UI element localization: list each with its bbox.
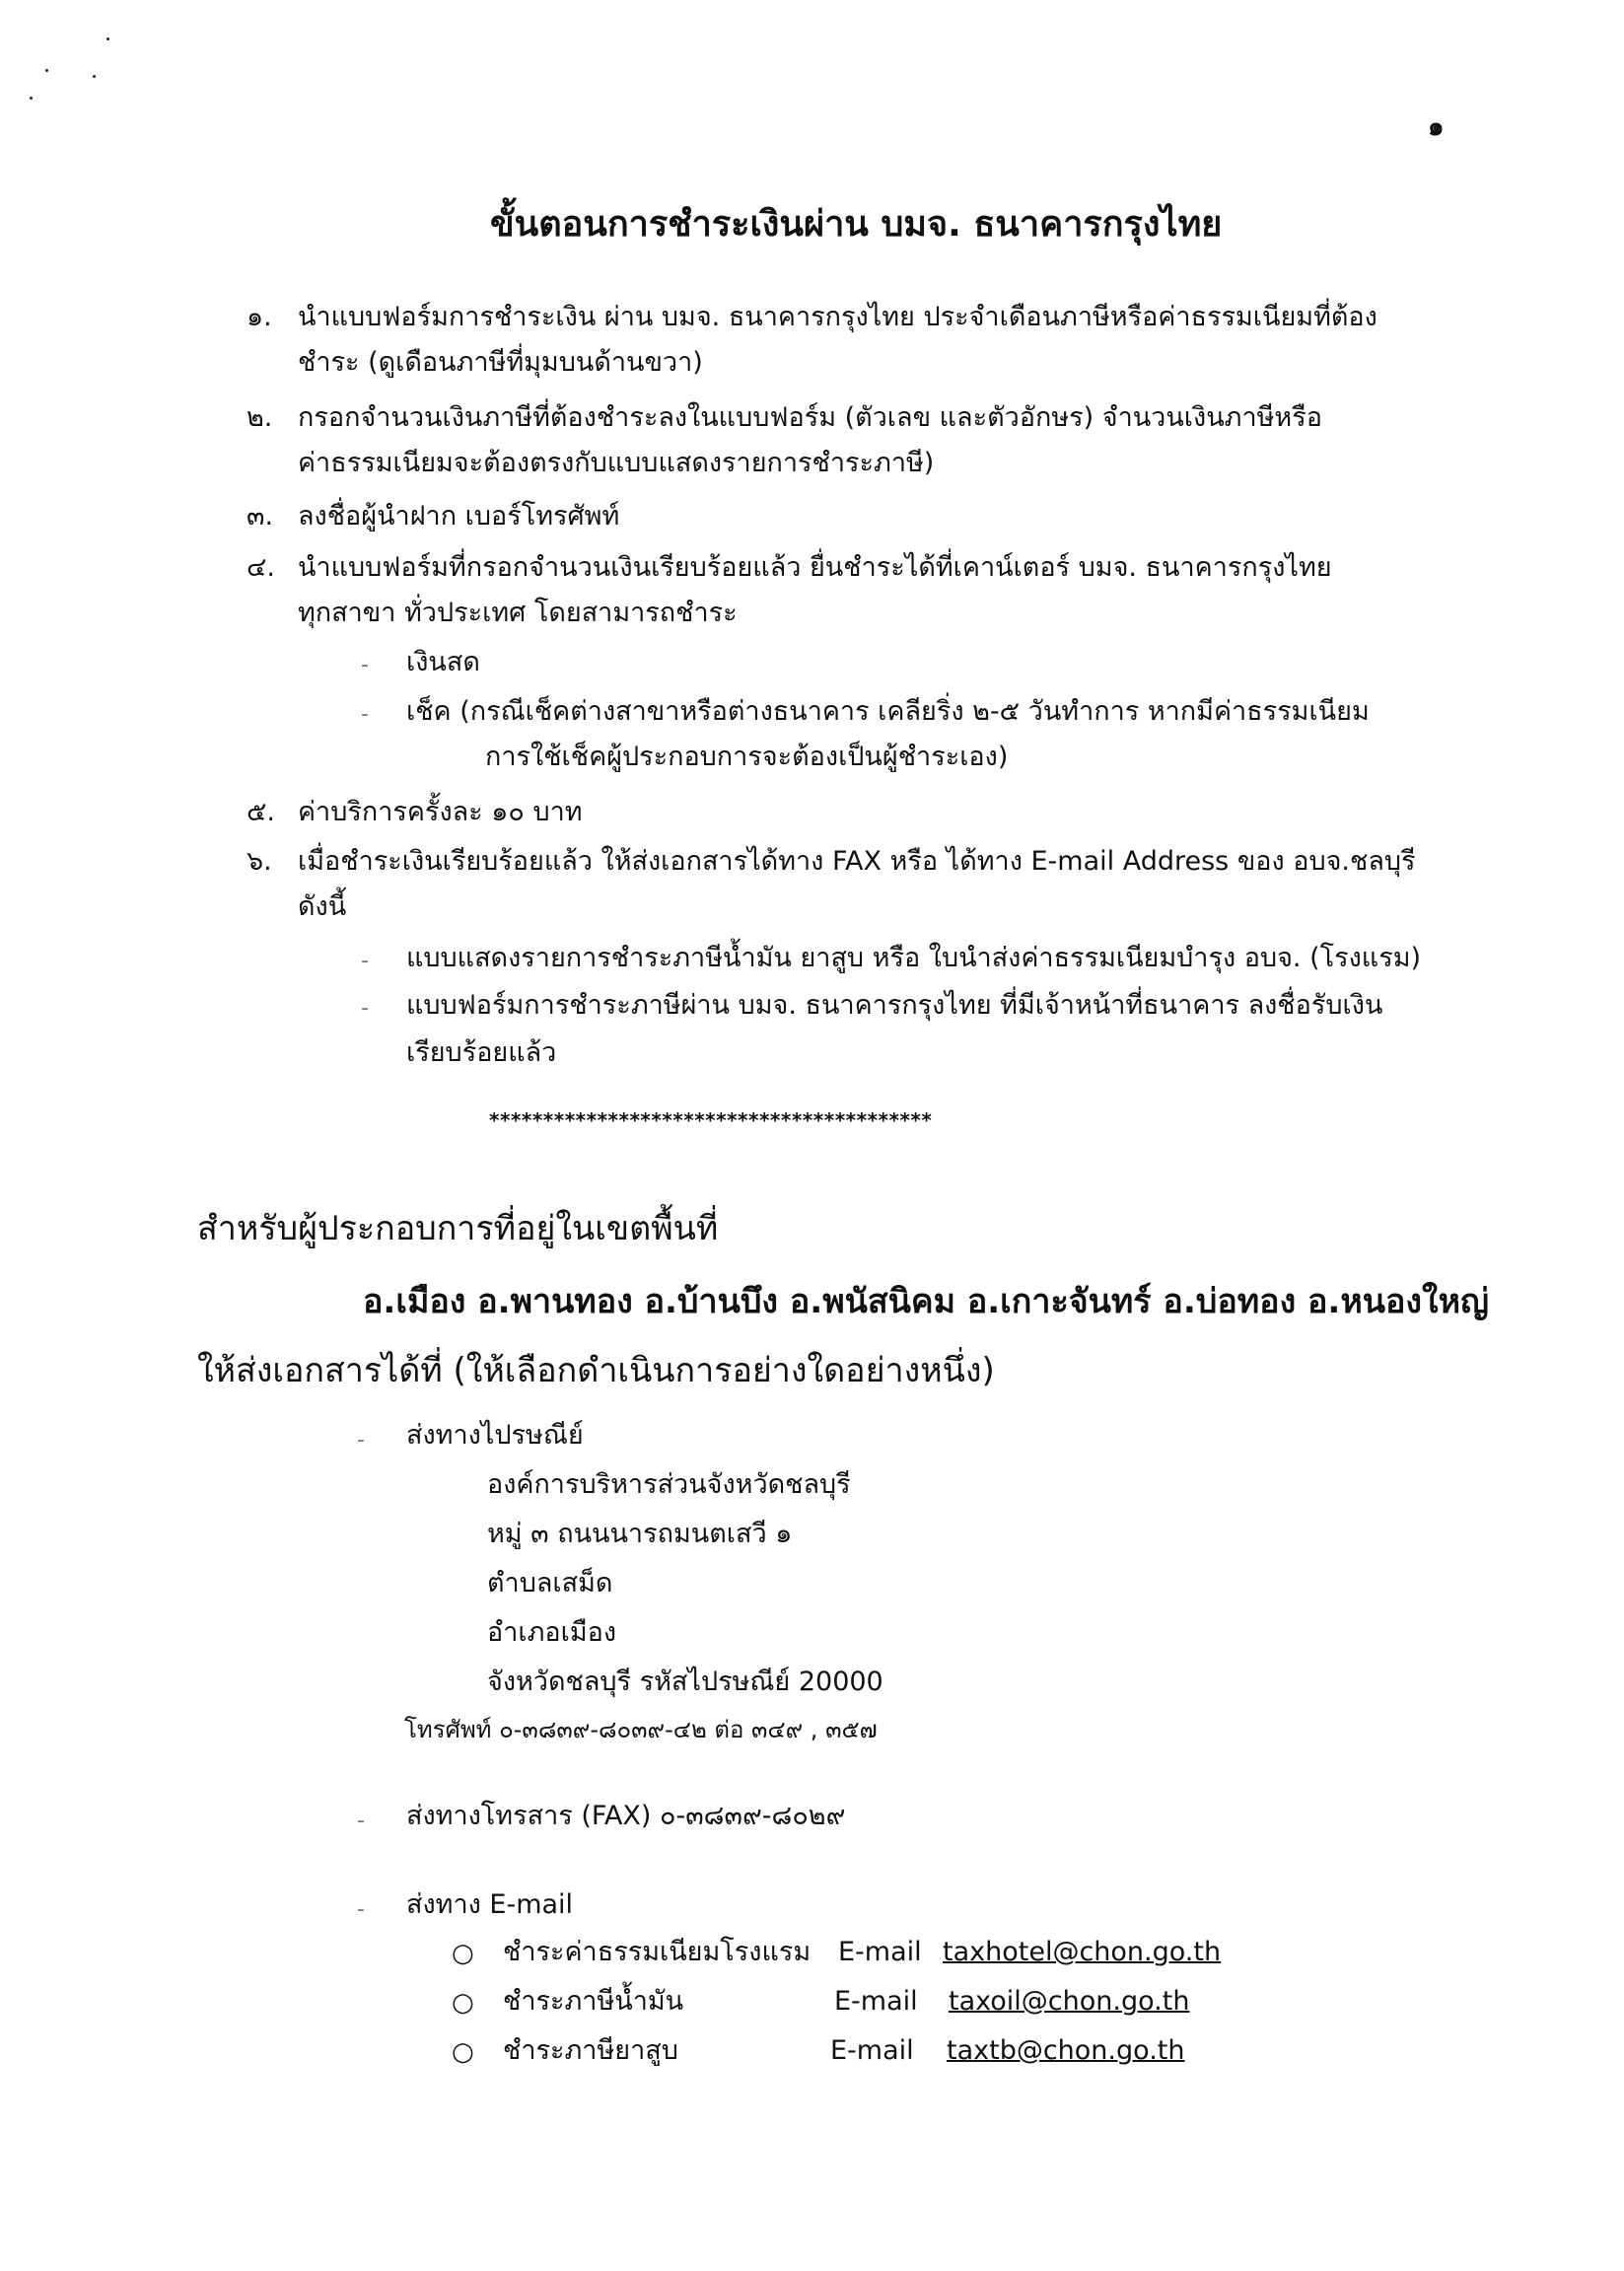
email-item-label: ชำระค่าธรรมเนียมโรงแรม: [503, 1937, 812, 1967]
dash-bullet: -: [357, 1428, 365, 1453]
address-line: อำเภอเมือง: [487, 1617, 617, 1648]
separator: *****************************************: [489, 1108, 933, 1132]
document-item: แบบแสดงรายการชำระภาษีน้ำมัน ยาสูบ หรือ ใบนำส่งค่าธรรมเนียมบำรุง อบจ. (โรงแรม): [406, 943, 1422, 973]
email-prefix: E-mail: [834, 1986, 918, 2017]
step-number: ๑.: [247, 302, 272, 332]
dash-bullet: -: [361, 996, 369, 1021]
post-label: ส่งทางไปรษณีย์: [406, 1420, 584, 1451]
district-list: อ.เมือง อ.พานทอง อ.บ้านบึง อ.พนัสนิคม อ.เกาะจันทร์ อ.บ่อทอง อ.หนองใหญ่: [363, 1282, 1490, 1321]
email-link[interactable]: taxhotel@chon.go.th: [943, 1937, 1222, 1967]
area-heading: สำหรับผู้ประกอบการที่อยู่ในเขตพื้นที่: [197, 1209, 719, 1248]
step-number: ๓.: [247, 501, 274, 532]
dash-bullet: -: [361, 949, 369, 973]
step-text: เมื่อชำระเงินเรียบร้อยแล้ว ให้ส่งเอกสารได้ทาง FAX หรือ ได้ทาง E-mail Address ของ อบจ.ชลบุรี: [298, 846, 1416, 877]
step-text: นำแบบฟอร์มการชำระเงิน ผ่าน บมจ. ธนาคารกรุงไทย ประจำเดือนภาษีหรือค่าธรรมเนียมที่ต้อง: [298, 302, 1377, 332]
email-link[interactable]: taxtb@chon.go.th: [947, 2035, 1185, 2066]
step-number: ๔.: [247, 552, 276, 583]
email-label: ส่งทาง E-mail: [406, 1889, 574, 1920]
scan-speck: [93, 75, 96, 78]
dash-bullet: -: [361, 653, 369, 677]
step-text: กรอกจำนวนเงินภาษีที่ต้องชำระลงในแบบฟอร์ม (ตัวเลข และตัวอักษร) จำนวนเงินภาษีหรือ: [298, 402, 1322, 433]
dash-bullet: -: [361, 702, 369, 727]
email-item-label: ชำระภาษียาสูบ: [503, 2035, 678, 2066]
address-line: ตำบลเสม็ด: [487, 1568, 613, 1598]
dash-bullet: -: [357, 1897, 365, 1922]
post-phone: โทรศัพท์ ๐-๓๘๓๙-๘๐๓๙-๔๒ ต่อ ๓๔๙ , ๓๕๗: [404, 1716, 878, 1743]
step-number: ๒.: [247, 402, 273, 433]
address-line: จังหวัดชลบุรี รหัสไปรษณีย์ 20000: [487, 1667, 883, 1697]
step-number: ๕.: [247, 797, 276, 827]
address-line: หมู่ ๓ ถนนนารถมนตเสวี ๑: [487, 1519, 793, 1549]
step-text: ค่าธรรมเนียมจะต้องตรงกับแบบแสดงรายการชำระภาษี): [298, 448, 935, 478]
payment-method-cheque: การใช้เช็คผู้ประกอบการจะต้องเป็นผู้ชำระเอง): [485, 742, 1009, 772]
scan-speck: [45, 69, 48, 72]
document-item: เรียบร้อยแล้ว: [406, 1037, 557, 1068]
page-number: ๑: [1428, 112, 1445, 142]
step-text: ดังนี้: [298, 891, 347, 922]
page-title: ขั้นตอนการชำระเงินผ่าน บมจ. ธนาคารกรุงไทย: [490, 204, 1223, 245]
document-item: แบบฟอร์มการชำระภาษีผ่าน บมจ. ธนาคารกรุงไทย ที่มีเจ้าหน้าที่ธนาคาร ลงชื่อรับเงิน: [406, 990, 1383, 1021]
address-line: องค์การบริหารส่วนจังหวัดชลบุรี: [487, 1469, 851, 1500]
email-link[interactable]: taxoil@chon.go.th: [949, 1986, 1190, 2017]
step-text: ค่าบริการครั้งละ ๑๐ บาท: [298, 797, 583, 827]
fax-line: ส่งทางโทรสาร (FAX) ๐-๓๘๓๙-๘๐๒๙: [406, 1801, 846, 1831]
dash-bullet: -: [357, 1809, 365, 1833]
payment-method-cheque: เช็ค (กรณีเช็คต่างสาขาหรือต่างธนาคาร เคลียริ่ง ๒-๕ วันทำการ หากมีค่าธรรมเนียม: [406, 696, 1370, 727]
step-text: ชำระ (ดูเดือนภาษีที่มุมบนด้านขวา): [298, 347, 703, 378]
email-prefix: E-mail: [830, 2035, 914, 2066]
step-text: ลงชื่อผู้นำฝาก เบอร์โทรศัพท์: [298, 501, 620, 532]
email-prefix: E-mail: [838, 1937, 922, 1967]
email-item-label: ชำระภาษีน้ำมัน: [503, 1986, 684, 2017]
circle-bullet-icon: ○: [452, 2037, 474, 2067]
scan-speck: [30, 97, 33, 100]
step-text: ทุกสาขา ทั่วประเทศ โดยสามารถชำระ: [298, 598, 738, 628]
circle-bullet-icon: ○: [452, 1939, 474, 1968]
circle-bullet-icon: ○: [452, 1988, 474, 2018]
scan-speck: [106, 37, 109, 40]
step-text: นำแบบฟอร์มที่กรอกจำนวนเงินเรียบร้อยแล้ว ยื่นชำระได้ที่เคาน์เตอร์ บมจ. ธนาคารกรุงไทย: [298, 552, 1332, 583]
step-number: ๖.: [247, 846, 272, 877]
payment-method-cash: เงินสด: [406, 647, 480, 677]
send-instruction: ให้ส่งเอกสารได้ที่ (ให้เลือกดำเนินการอย่างใดอย่างหนึ่ง): [197, 1351, 995, 1390]
